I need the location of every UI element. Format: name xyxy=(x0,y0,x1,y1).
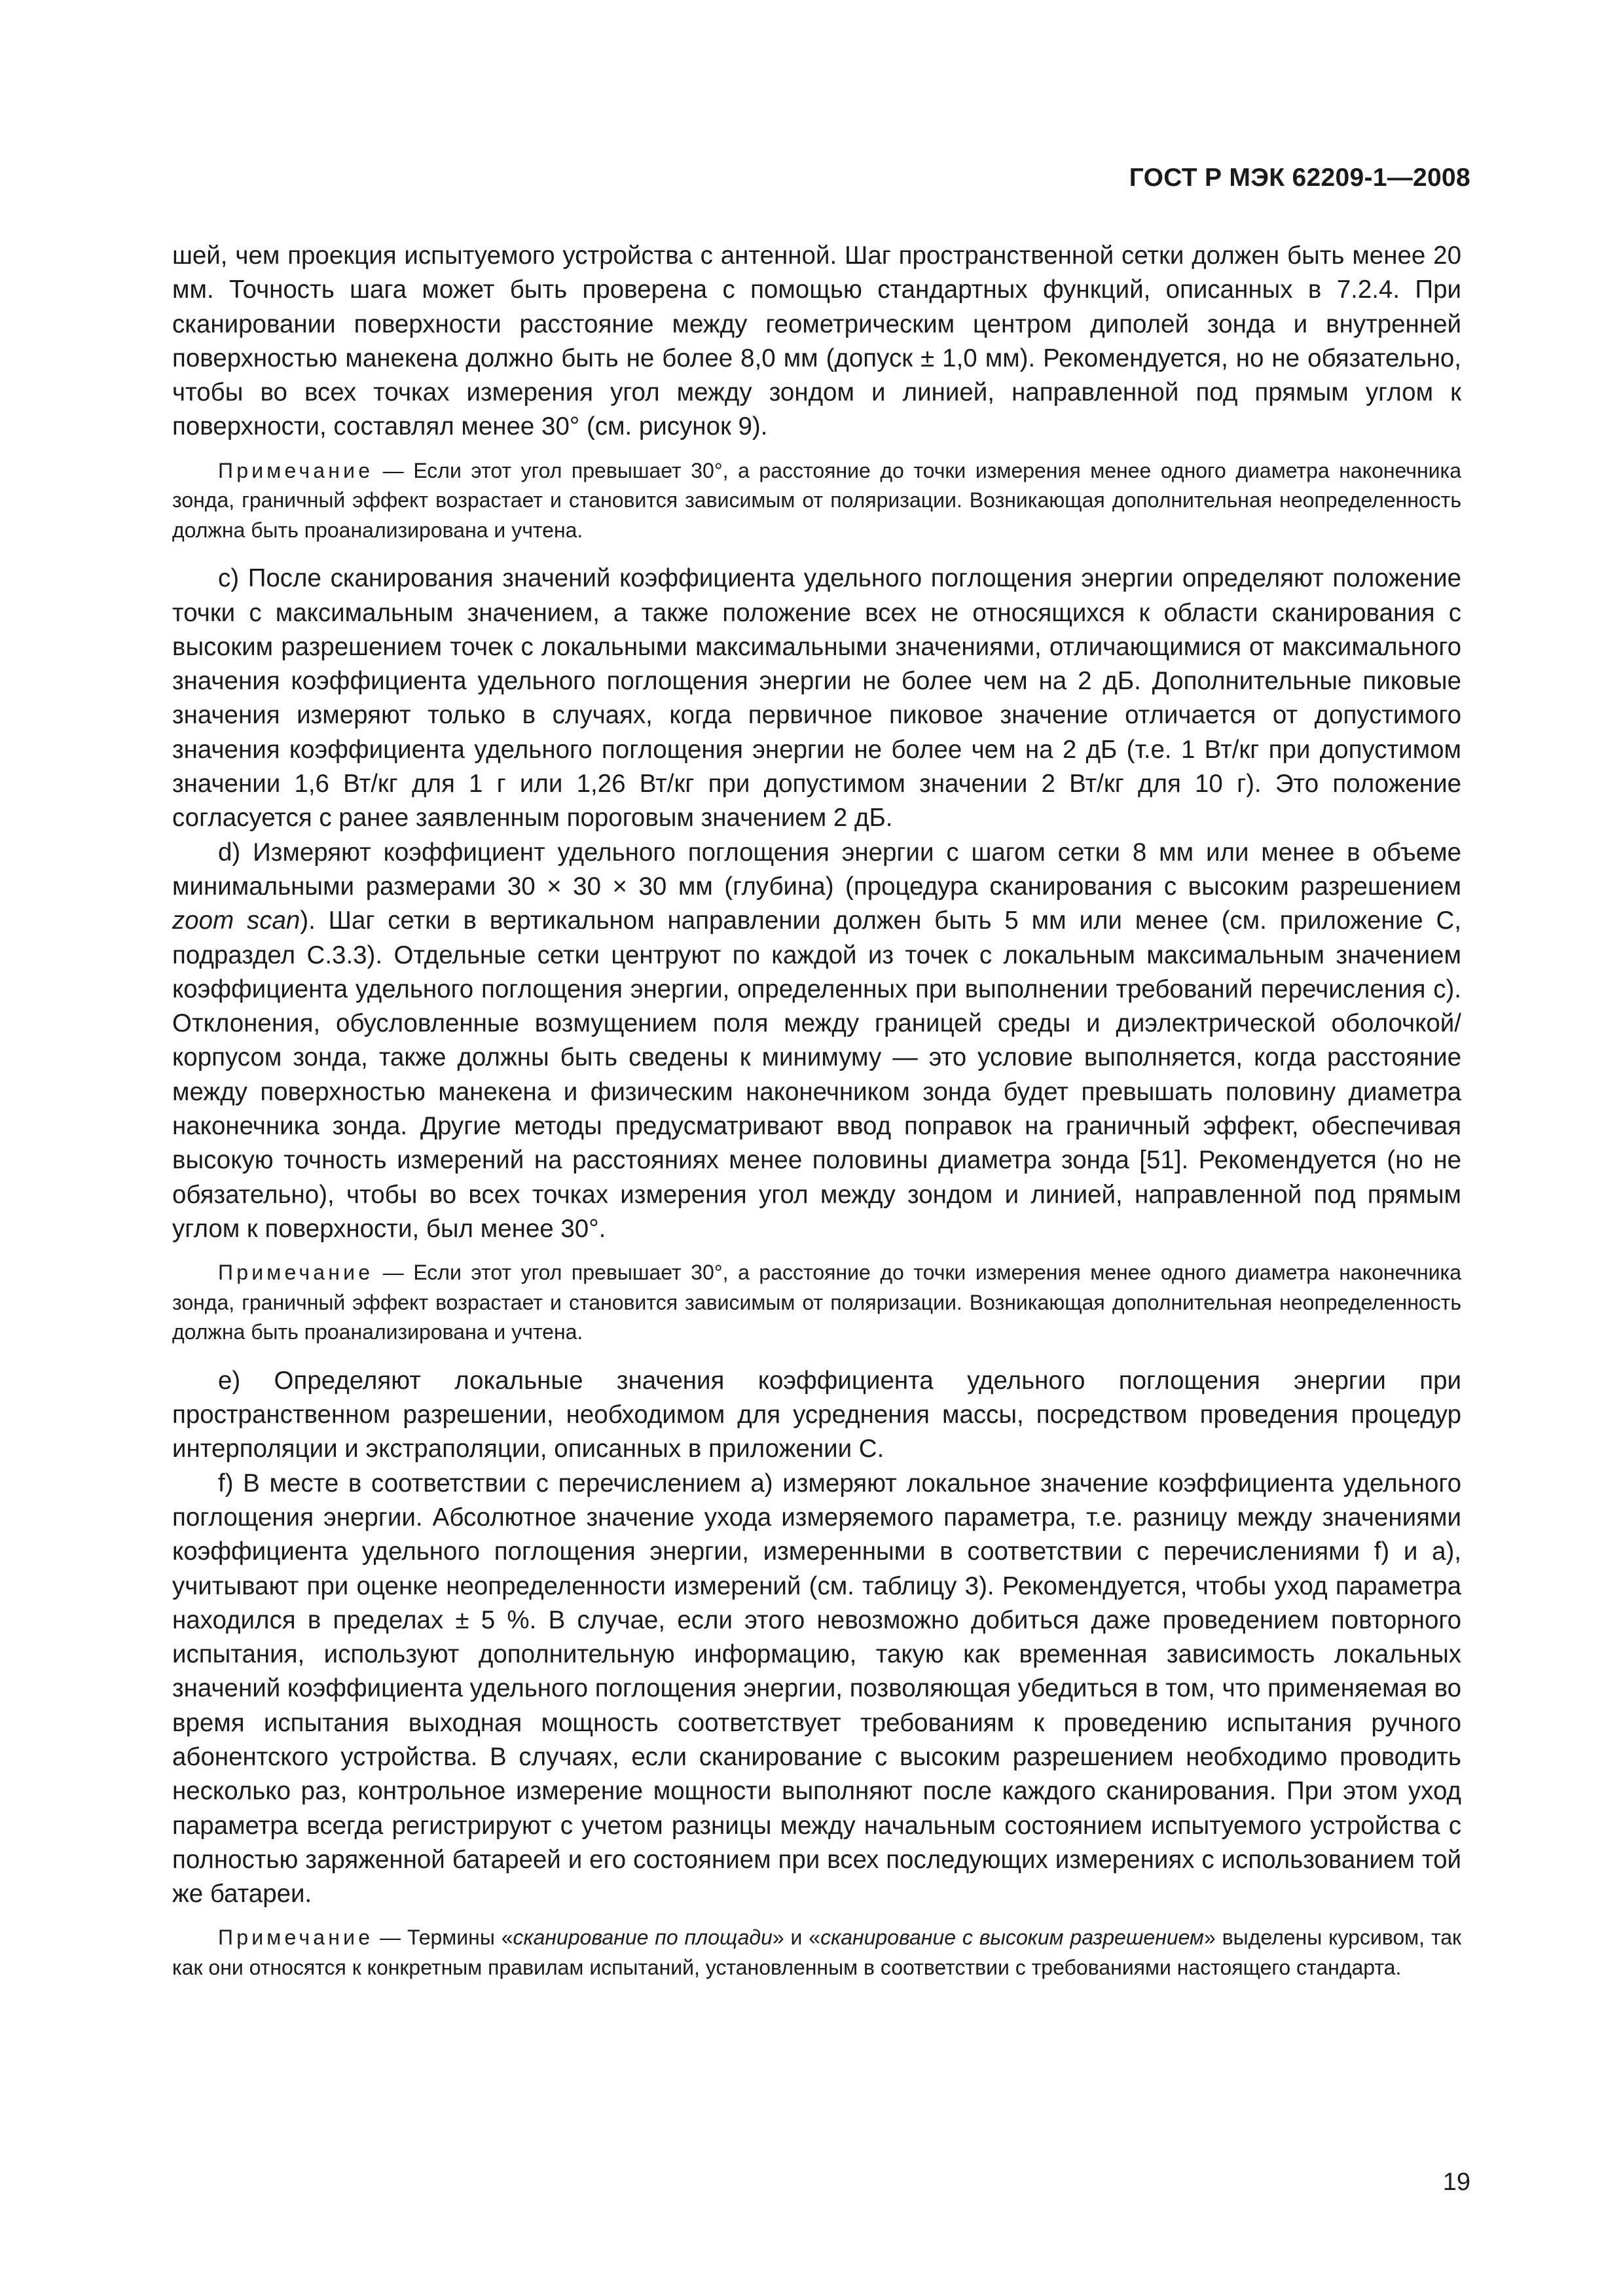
paragraph-d-italic: zoom scan xyxy=(172,906,301,935)
note-2 xyxy=(172,1258,1461,1348)
note-3 xyxy=(172,1923,1461,1982)
note-3-text-1: — Термины « xyxy=(373,1926,513,1950)
paragraph-c-text: c) После сканирования значений коэффициента удельного поглощения энергии определяют положение точки с максимальным значением, а также положение всех не относящихся к области сканирования с высоким разрешением точек с локальными максимальными значениями, отличающимися от максимального значения коэффициента удельного поглощения энергии не более чем на 2 дБ. Дополнительные пиковые значения измеряют только в случаях, когда первичное пиковое значение отличается от допустимого значения коэффициента удельного поглощения энергии не более чем на 2 дБ (т.е. 1 Вт/кг при допустимом значении 1,6 Вт/кг для 1 г или 1,26 Вт/кг при допустимом значении 2 Вт/кг для 10 г). Это положение согласуется с ранее заявленным пороговым значением 2 дБ. xyxy=(172,564,1461,833)
note-3-label: Примечание xyxy=(218,1926,374,1950)
note-3-italic-2: сканирование с высоким разрешением xyxy=(820,1926,1204,1950)
paragraph-continuation-text: шей, чем проекция испытуемого устройства с антенной. Шаг пространственной сетки должен быть менее 20 мм. Точность шага может быть проверена с помощью стандартных функций, описанных в 7.2.4. При сканировании поверхности расстояние между геометрическим центром диполей зонда и внутренней поверхностью манекена должно быть не более 8,0 мм (допуск ± 1,0 мм). Рекомендуется, но не обязательно, чтобы во всех точках измерения угол между зондом и линией, направленной под прямым углом к поверхности, составлял менее 30° (см. рисунок 9). xyxy=(172,242,1461,441)
page-body xyxy=(172,239,1461,1982)
paragraph-d-text-1: d) Измеряют коэффициент удельного поглощения энергии с шагом сетки 8 мм или менее в объеме минимальными размерами 30 × 30 × 30 мм (глубина) (процедура сканирования с высоким разрешением xyxy=(172,838,1461,901)
paragraph-d-text-2: ). Шаг сетки в вертикальном направлении должен быть 5 мм или менее (см. приложение С, подраздел С.3.3). Отдельные сетки центруют по каждой из точек с локальным максимальным значением коэффициента удельного поглощения энергии, определенных при выполнении требований перечисления с). Отклонения, обусловленные возмущением поля между границей среды и диэлектрической оболочкой/корпусом зонда, также должны быть сведены к минимуму — это условие выполняется, когда расстояние между поверхностью манекена и физическим наконечником зонда будет превышать половину диаметра наконечника зонда. Другие методы предусматривают ввод поправок на граничный эффект, обеспечивая высокую точность измерений на расстояниях менее половины диаметра зонда [51]. Рекомендуется (но не обязательно), чтобы во всех точках измерения угол между зондом и линией, направленной под прямым углом к поверхности, был менее 30°. xyxy=(172,906,1461,1243)
paragraph-e-text: e) Определяют локальные значения коэффициента удельного поглощения энергии при пространственном разрешении, необходимом для усреднения массы, посредством проведения процедур интерполяции и экстраполяции, описанных в приложении С. xyxy=(172,1366,1461,1463)
page-number-text: 19 xyxy=(1442,2168,1470,2196)
paragraph-c xyxy=(172,562,1461,835)
note-3-text-2: » и « xyxy=(772,1926,821,1950)
paragraph-f-text: f) В месте в соответствии с перечислением а) измеряют локальное значение коэффициента удельного поглощения энергии. Абсолютное значение ухода измеряемого параметра, т.е. разницу между значениями коэффициента удельного поглощения энергии, измеренными в соответствии с перечислениями f) и а), учитывают при оценке неопределенности измерений (см. таблицу 3). Рекомендуется, чтобы уход параметра находился в пределах ± 5 %. В случае, если этого невозможно добиться даже проведением повторного испытания, используют дополнительную информацию, такую как временная зависимость локальных значений коэффициента удельного поглощения энергии, позволяющая убедиться в том, что применяемая во время испытания выходная мощность соответствует требованиям к проведению испытания ручного абонентского устройства. В случаях, если сканирование с высоким разрешением необходимо проводить несколько раз, контрольное измерение мощности выполняют после каждого сканирования. При этом уход параметра всегда регистрируют с учетом разницы между начальным состоянием испытуемого устройства с полностью заряженной батареей и его состоянием при всех последующих измерениях с использованием той же батареи. xyxy=(172,1469,1461,1909)
note-3-text-3: » выделены курсивом, так как они относятся к конкретным правилам испытаний, установленным в соответствии с требованиями настоящего стандарта. xyxy=(172,1926,1462,1979)
page-number xyxy=(1443,2168,1470,2197)
paragraph-e xyxy=(172,1364,1461,1467)
note-1 xyxy=(172,456,1461,546)
paragraph-continuation xyxy=(172,239,1461,444)
paragraph-d xyxy=(172,836,1461,1247)
note-1-label: Примечание xyxy=(218,458,374,482)
standard-code: ГОСТ Р МЭК 62209-1—2008 xyxy=(1129,164,1470,192)
note-2-label: Примечание xyxy=(218,1261,374,1285)
note-1-text: — Если этот угол превышает 30°, а расстояние до точки измерения менее одного диаметра наконечника зонда, граничный эффект возрастает и становится зависимым от поляризации. Возникающая дополнительная неопределенность должна быть проанализирована и учтена. xyxy=(172,458,1461,542)
note-2-text: — Если этот угол превышает 30°, а расстояние до точки измерения менее одного диаметра наконечника зонда, граничный эффект возрастает и становится зависимым от поляризации. Возникающая дополнительная неопределенность должна быть проанализирована и учтена. xyxy=(172,1261,1461,1344)
paragraph-f xyxy=(172,1467,1461,1912)
note-3-italic-1: сканирование по площади xyxy=(513,1926,773,1950)
document-header xyxy=(1129,164,1470,192)
